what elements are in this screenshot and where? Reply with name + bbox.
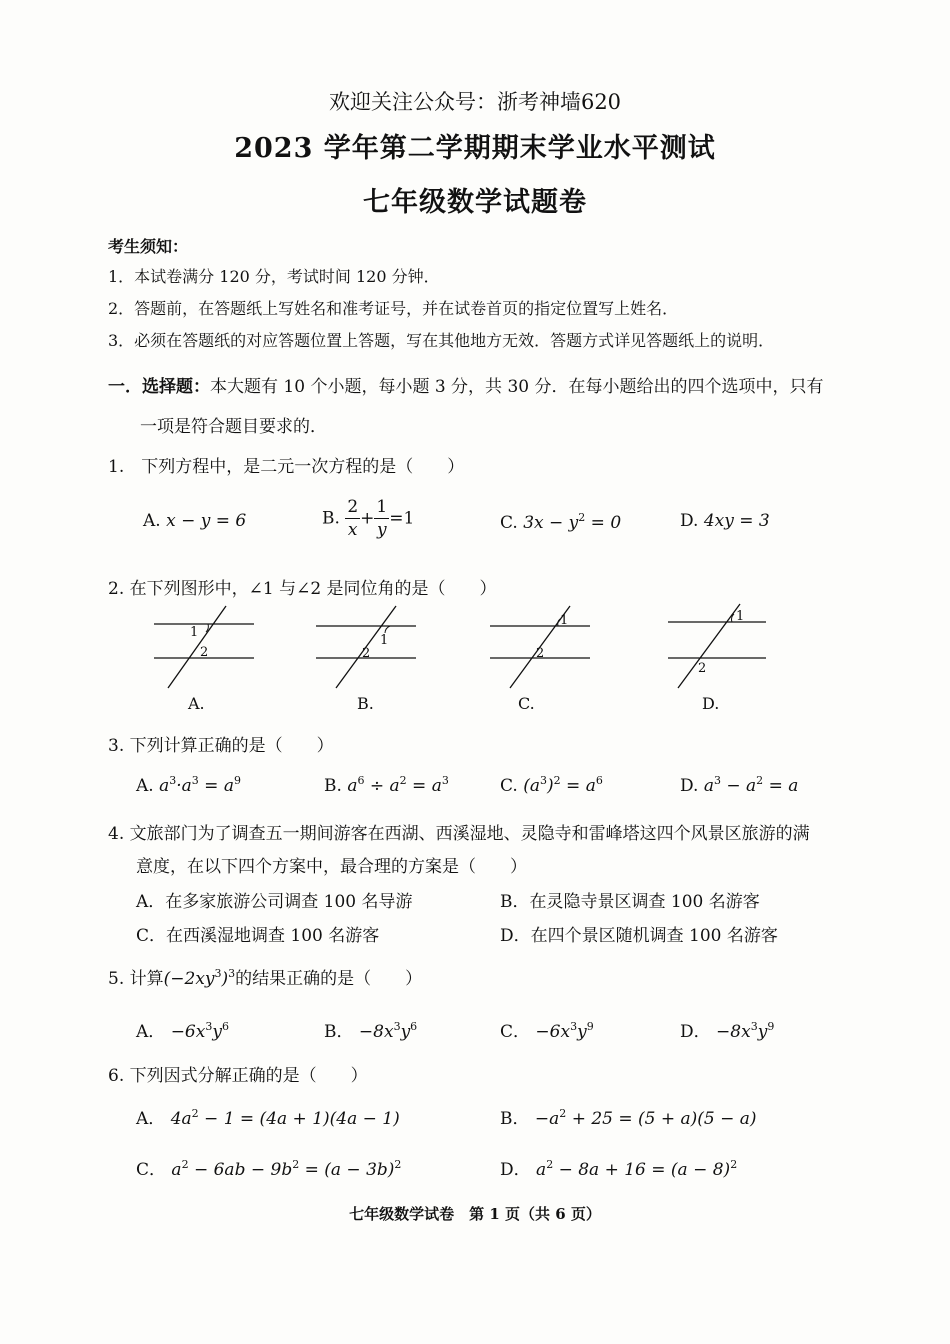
- q6-b-1: 2: [559, 1107, 567, 1120]
- q3-b-5: 3: [441, 774, 449, 787]
- q3-option-d: [680, 774, 798, 796]
- q6-option-c: [136, 1155, 401, 1180]
- q1-c-post: = 0: [585, 513, 622, 533]
- q6-b-0: −a: [534, 1109, 560, 1129]
- q6-label-b: B．: [500, 1109, 530, 1129]
- q6-d-2: − 8a + 16 = (a − 8): [553, 1160, 731, 1180]
- q1-label-a: A.: [143, 511, 161, 531]
- q3-c-1: 3: [540, 774, 547, 787]
- q3-a-5: 9: [233, 774, 241, 787]
- q6-stem: 6. 下列因式分解正确的是（ ）: [108, 1066, 368, 1086]
- q3-c-4: = a: [560, 776, 596, 796]
- page-footer: 七年级数学试卷 第 1 页（共 6 页）: [349, 1205, 601, 1223]
- q6-d-0: a: [536, 1160, 547, 1180]
- q5-d-0: −8x: [716, 1022, 751, 1042]
- q6-a-2: − 1 = (4a + 1)(4a − 1): [198, 1109, 400, 1129]
- q5-a-1: 3: [205, 1020, 213, 1033]
- q1-option-d: [680, 511, 770, 531]
- q5-a-0: −6x: [170, 1022, 206, 1042]
- q4-stem-1: 4. 文旅部门为了调查五一期间游客在西湖、西溪湿地、灵隐寺和雷峰塔这四个风景区旅游的满: [108, 824, 810, 844]
- q3-a-4: = a: [198, 776, 234, 796]
- q6-c-4: = (a − 3b): [299, 1160, 395, 1180]
- q2-label-c: C.: [518, 694, 535, 713]
- q3-label-b: B.: [324, 776, 342, 796]
- q6-c-2: − 6ab − 9b: [188, 1160, 293, 1180]
- q2-d-angle-2: 2: [698, 661, 707, 676]
- q1-option-b: [322, 496, 414, 541]
- q4-option-d: D．在四个景区随机调查 100 名游客: [500, 926, 778, 946]
- q5-b-1: 3: [393, 1020, 401, 1033]
- q5-d-1: 3: [750, 1020, 758, 1033]
- q1-b-den-1: x: [347, 520, 358, 540]
- q1-b-num-2: 1: [376, 497, 388, 517]
- q2-c-angle-1: 1: [560, 613, 569, 628]
- q5-expr-0: (−2xy: [163, 969, 215, 989]
- q6-option-b: [500, 1104, 757, 1129]
- q3-d-4: = a: [763, 776, 799, 796]
- q5-c-1: 3: [570, 1020, 578, 1033]
- q3-option-a: [136, 774, 241, 796]
- q3-d-2: − a: [720, 776, 757, 796]
- q5-b-2: y: [400, 1022, 411, 1042]
- q6-d-1: 2: [546, 1158, 554, 1171]
- q1-b-frac-2: [374, 496, 389, 541]
- q3-b-4: = a: [406, 776, 442, 796]
- q5-c-3: 9: [586, 1020, 594, 1033]
- q2-figure-d: [662, 602, 772, 692]
- q5-label-d: D．: [680, 1022, 711, 1042]
- q2-label-b: B.: [357, 694, 374, 713]
- q5-c-0: −6x: [535, 1022, 571, 1042]
- q3-d-0: a: [703, 776, 714, 796]
- q3-b-0: a: [347, 776, 358, 796]
- q5-label-c: C．: [500, 1022, 531, 1042]
- q3-b-2: ÷ a: [364, 776, 400, 796]
- q5-b-0: −8x: [358, 1022, 394, 1042]
- q5-d-3: 9: [767, 1020, 775, 1033]
- q2-b-angle-1: 1: [380, 633, 389, 648]
- q3-label-c: C.: [500, 776, 518, 796]
- exam-subtitle: 七年级数学试题卷: [363, 187, 587, 218]
- q3-a-3: 3: [191, 774, 199, 787]
- section-number: 一．: [108, 377, 142, 397]
- q5-label-a: A．: [136, 1022, 166, 1042]
- q1-label-b: B.: [322, 508, 340, 529]
- q6-a-0: 4a: [170, 1109, 192, 1129]
- section-desc-2: 一项是符合题目要求的．: [140, 417, 327, 437]
- q3-c-3: 2: [553, 774, 561, 787]
- header-note: 欢迎关注公众号：浙考神墙620: [328, 90, 622, 114]
- q4-stem-2: 意度，在以下四个方案中，最合理的方案是（ ）: [136, 857, 527, 877]
- q2-figure-c: [486, 602, 596, 692]
- q5-b-3: 6: [410, 1020, 418, 1033]
- q1-b-plus: +: [360, 508, 375, 529]
- q5-label-b: B．: [324, 1022, 354, 1042]
- q3-b-3: 2: [399, 774, 407, 787]
- q1-c-exp: 2: [578, 511, 586, 524]
- q3-a-2: ·a: [176, 776, 192, 796]
- q3-d-3: 2: [756, 774, 764, 787]
- q6-c-3: 2: [292, 1158, 300, 1171]
- q5-c-2: y: [577, 1022, 587, 1042]
- q1-option-a: [143, 511, 246, 531]
- exam-title: 2023 学年第二学期期末学业水平测试: [234, 133, 716, 164]
- q2-label-a: A.: [188, 694, 205, 713]
- q3-option-c: [500, 774, 603, 796]
- section-desc-1: 本大题有 10 个小题，每小题 3 分，共 30 分．在每小题给出的四个选项中，只有: [210, 377, 824, 397]
- notice-item-3: 3．必须在答题纸的对应答题位置上答题，写在其他地方无效．答题方式详见答题纸上的说明．: [108, 331, 775, 350]
- q2-figure-a: [150, 602, 260, 692]
- q4-option-a: A．在多家旅游公司调查 100 名导游: [136, 892, 413, 912]
- q3-option-b: [324, 774, 449, 796]
- q5-option-d: [680, 1017, 774, 1042]
- q6-c-5: 2: [394, 1158, 402, 1171]
- q3-c-2: ): [547, 776, 554, 796]
- section-1-intro: [108, 372, 824, 397]
- q1-c-pre: 3x − y: [523, 513, 579, 533]
- q1-option-c: [500, 511, 621, 533]
- q3-label-d: D.: [680, 776, 699, 796]
- q5-option-b: [324, 1017, 417, 1042]
- q1-b-frac-1: [345, 496, 360, 541]
- q1-label-d: D.: [680, 511, 699, 531]
- q6-a-1: 2: [191, 1107, 199, 1120]
- q2-b-angle-2: 2: [362, 646, 371, 661]
- q1-stem: 1. 下列方程中，是二元一次方程的是（ ）: [108, 457, 465, 477]
- q5-stem-post: 的结果正确的是（ ）: [235, 969, 423, 989]
- q6-option-d: [500, 1155, 737, 1180]
- q3-b-1: 6: [357, 774, 365, 787]
- q6-label-c: C．: [136, 1160, 167, 1180]
- q5-option-c: [500, 1017, 594, 1042]
- q5-a-3: 6: [221, 1020, 229, 1033]
- notice-item-2: 2．答题前，在答题纸上写姓名和准考证号，并在试卷首页的指定位置写上姓名．: [108, 299, 679, 318]
- q6-b-2: + 25 = (5 + a)(5 − a): [566, 1109, 757, 1129]
- q4-option-c: C．在西溪湿地调查 100 名游客: [136, 926, 380, 946]
- q3-c-5: 6: [595, 774, 603, 787]
- q1-b-den-2: y: [377, 520, 387, 540]
- q5-expr-3: 3: [228, 967, 236, 980]
- q2-figure-b: [312, 602, 422, 692]
- q5-stem-pre: 5. 计算: [108, 969, 164, 989]
- q1-a-math: x − y = 6: [166, 511, 247, 531]
- q3-c-0: (a: [523, 776, 540, 796]
- q6-c-1: 2: [181, 1158, 189, 1171]
- q3-d-1: 3: [713, 774, 721, 787]
- q1-d-math: 4xy = 3: [703, 511, 770, 531]
- q1-label-c: C.: [500, 513, 518, 533]
- q3-a-0: a: [159, 776, 170, 796]
- q2-d-angle-1: 1: [736, 609, 745, 624]
- q6-d-3: 2: [730, 1158, 738, 1171]
- q6-label-d: D．: [500, 1160, 531, 1180]
- q4-option-b: B．在灵隐寺景区调查 100 名游客: [500, 892, 760, 912]
- q6-c-0: a: [171, 1160, 182, 1180]
- q3-label-a: A.: [136, 776, 154, 796]
- q1-b-eq: =1: [389, 508, 415, 529]
- q5-expr-2: ): [221, 969, 229, 989]
- notice-heading: 考生须知：: [108, 237, 189, 256]
- q3-a-1: 3: [169, 774, 177, 787]
- q2-c-angle-2: 2: [536, 646, 545, 661]
- q3-stem: 3. 下列计算正确的是（ ）: [108, 736, 334, 756]
- q1-b-num-1: 2: [347, 497, 359, 517]
- q5-option-a: [136, 1017, 229, 1042]
- q5-d-2: y: [757, 1022, 768, 1042]
- q2-a-angle-1: 1: [190, 625, 199, 640]
- q6-label-a: A．: [136, 1109, 166, 1129]
- q2-a-angle-2: 2: [200, 645, 209, 660]
- q2-stem: 2. 在下列图形中，∠1 与∠2 是同位角的是（ ）: [108, 579, 497, 599]
- notice-item-1: 1．本试卷满分 120 分，考试时间 120 分钟．: [108, 267, 440, 286]
- section-title: 选择题：: [142, 377, 210, 397]
- q6-option-a: [136, 1104, 400, 1129]
- q5-a-2: y: [212, 1022, 222, 1042]
- q2-label-d: D.: [702, 694, 720, 713]
- q5-stem: [108, 964, 422, 989]
- q5-expr-1: 3: [214, 967, 222, 980]
